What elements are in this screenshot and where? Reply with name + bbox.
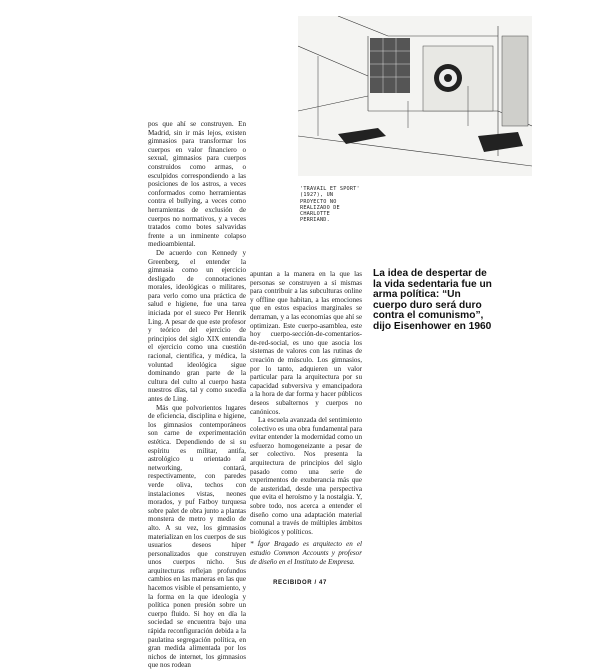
page-footer: [0, 580, 600, 586]
paragraph: La escuela avanzada del sentimiento colectivo es una obra fundamental para evitar entender la modernidad como un esfuerzo homogeneizante a pesar de ser colectivo. Nos presenta la arquitectura de principios del siglo pasado como una serie de experimentos de exuberancia más que de austeridad, desde una perspectiva que evita el heroísmo y la nostalgia. Y, sobre todo, nos acerca a entender el diseño como una adaptación material comunal a través de múltiples ámbitos biológicos y políticos.: [250, 416, 362, 536]
page-number: 47: [319, 580, 327, 586]
footer-separator: /: [314, 580, 317, 586]
paragraph: pos que ahí se construyen. En Madrid, sin ir más lejos, existen gimnasios para transformar los cuerpos en valor financiero o sexual, gimnasios para cuerpos construidos como armas, o esculpidos correspondiendo a las posiciones de los astros, a veces conformados como herramientas contra el bullying, a veces como herramientas de exclusión de cuerpos no normativos, y a veces tratados como botes salvavidas frente a un inminente colapso medioambiental.: [148, 120, 246, 249]
author-note: * Ígor Bragado es arquitecto en el estudio Common Accounts y profesor de diseño en el Instituto de Empresa.: [250, 540, 362, 566]
figure-illustration: [298, 16, 532, 176]
paragraph: De acuerdo con Kennedy y Greenberg, el entender la gimnasia como un ejercicio desligado de connotaciones morales, ideológicas o militares, para verlo como una práctica de salud e higiene, fue una tarea iniciada por el sueco Per Henrik Ling. A pesar de que este profesor y teórico del ejercicio de principios del siglo XIX entendía el ejercicio como una cuestión racional, científica, y médica, la voluntad ideológica sigue dominando gran parte de la cultura del culto al cuerpo hasta nuestros días, tal y como sucedía antes de Ling.: [148, 248, 246, 403]
paragraph: apuntan a la manera en la que las personas se construyen a sí mismas para contribuir a las subculturas online y offline que habitan, a las emociones que en estos espacios marginales se derraman, y a las economías que ahí se optimizan. Este cuerpo-asamblea, este hoy cuerpo-sección-de-comentarios-de-red-social, es uno que asocia los sistemas de valores con las rutinas de creación de músculo. Los gimnasios, por lo tanto, adquieren un valor particular para la arquitectura por su capacidad subversiva y emancipadora a la hora de dar forma y hacer públicos deseos subalternos y cuerpos no canónicos.: [250, 270, 362, 416]
pull-quote: La idea de despertar de la vida sedentaria fue un arma política: “Un cuerpo duro será duro contra el comunismo”, dijo Eisenhower en 1960: [373, 268, 492, 332]
section-name: RECIBIDOR: [273, 580, 313, 586]
text-column-middle: [250, 270, 362, 566]
text-column-left: [148, 120, 246, 670]
paragraph: Más que polvorientos lugares de eficiencia, disciplina e higiene, los gimnasios contemporáneos son carne de experimentación estética. Dependiendo de si su espíritu es militar, antifa, astrológico u orientado al networking, contará, respectivamente, con paredes verde oliva, techos con instalaciones vistas, neones morados, y puf Fatboy turquesa sobre palet de obra junto a plantas monstera de metro y medio de alto. A su vez, los gimnasios materializan en los cuerpos de sus usuarios deseos híper personalizados que construyen unos cuerpos nicho. Sus arquitecturas reflejan profundos cambios en las maneras en las que hacemos visible el pensamiento, y la forma en la que ideología y política ponen presión sobre un cuerpo fluido. Si hoy en día la sociedad se encuentra bajo una rápida reconfiguración debida a la paulatina segregación política, en gran medida alimentada por los nichos de internet, los gimnasios que nos rodean: [148, 403, 246, 670]
interior-sketch: [298, 16, 532, 176]
figure-caption: 'TRAVAIL ET SPORT' (1927), UN PROYECTO NO REALIZADO DE CHARLOTTE PERRIAND.: [300, 186, 360, 224]
